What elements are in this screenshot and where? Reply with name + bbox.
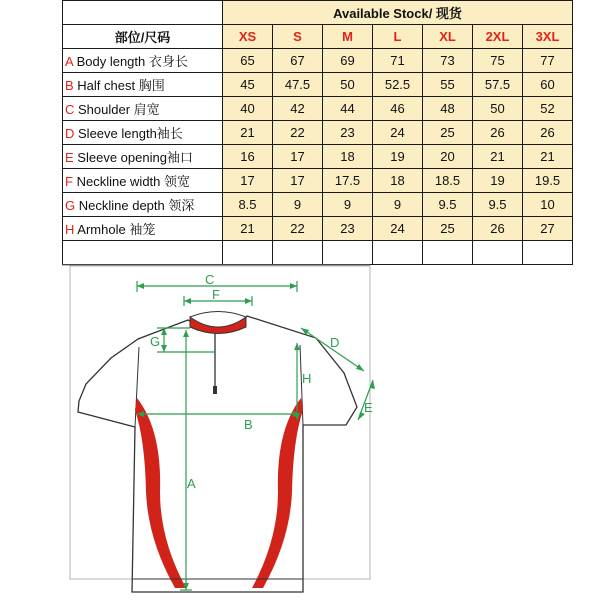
label-h: H xyxy=(302,371,312,386)
table-cell: 47.5 xyxy=(273,73,323,97)
table-cell: 19 xyxy=(473,169,523,193)
arrow-c-left-icon xyxy=(137,283,144,289)
table-cell: 46 xyxy=(373,97,423,121)
measurement-name: Armhole 袖笼 xyxy=(77,222,156,237)
part-size-header: 部位/尺码 xyxy=(63,25,223,49)
table-cell: 17.5 xyxy=(323,169,373,193)
label-d: D xyxy=(330,335,340,350)
label-e: E xyxy=(364,400,373,415)
table-cell: 26 xyxy=(473,121,523,145)
arrow-d-end-icon xyxy=(356,364,364,371)
table-cell: 77 xyxy=(523,49,573,73)
table-cell: 16 xyxy=(223,145,273,169)
table-cell: 24 xyxy=(373,121,423,145)
table-cell: 67 xyxy=(273,49,323,73)
size-header-xs: XS xyxy=(223,25,273,49)
label-c: C xyxy=(205,272,215,287)
table-cell: 23 xyxy=(323,217,373,241)
table-cell: 40 xyxy=(223,97,273,121)
stock-title: Available Stock/ 现货 xyxy=(223,1,573,25)
table-cell: 17 xyxy=(273,145,323,169)
size-header-3xl: 3XL xyxy=(523,25,573,49)
size-header-xl: XL xyxy=(423,25,473,49)
measurement-letter: D xyxy=(65,126,75,141)
table-cell: 20 xyxy=(423,145,473,169)
table-cell: 9 xyxy=(323,193,373,217)
table-cell: 21 xyxy=(473,145,523,169)
table-cell: 26 xyxy=(523,121,573,145)
size-header-l: L xyxy=(373,25,423,49)
measurement-name: Shoulder 肩宽 xyxy=(78,102,160,117)
measurement-name: Sleeve length袖长 xyxy=(78,126,183,141)
table-cell: 22 xyxy=(273,217,323,241)
measurement-letter: F xyxy=(65,174,73,189)
table-cell: 50 xyxy=(323,73,373,97)
measurement-letter: A xyxy=(65,54,73,69)
table-cell: 25 xyxy=(423,121,473,145)
table-cell: 17 xyxy=(223,169,273,193)
table-cell: 18 xyxy=(323,145,373,169)
table-cell: 19 xyxy=(373,145,423,169)
measurement-name: Neckline width 领宽 xyxy=(76,174,191,189)
table-cell: 60 xyxy=(523,73,573,97)
table-cell: 18 xyxy=(373,169,423,193)
size-header-m: M xyxy=(323,25,373,49)
table-cell: 52.5 xyxy=(373,73,423,97)
table-cell: 26 xyxy=(473,217,523,241)
measurement-letter: B xyxy=(65,78,74,93)
arrow-f-left-icon xyxy=(184,298,191,304)
table-cell: 44 xyxy=(323,97,373,121)
table-cell: 25 xyxy=(423,217,473,241)
arrow-f-right-icon xyxy=(245,298,252,304)
measurement-letter: G xyxy=(65,198,76,213)
table-cell: 9 xyxy=(373,193,423,217)
table-cell: 42 xyxy=(273,97,323,121)
measurement-letter: H xyxy=(65,222,75,237)
table-cell: 21 xyxy=(223,217,273,241)
table-cell: 9.5 xyxy=(473,193,523,217)
table-cell: 50 xyxy=(473,97,523,121)
table-cell: 73 xyxy=(423,49,473,73)
label-f: F xyxy=(212,287,220,302)
label-a: A xyxy=(187,476,196,491)
table-cell: 65 xyxy=(223,49,273,73)
table-cell: 10 xyxy=(523,193,573,217)
table-cell: 8.5 xyxy=(223,193,273,217)
table-cell: 22 xyxy=(273,121,323,145)
size-header-s: S xyxy=(273,25,323,49)
table-cell: 21 xyxy=(523,145,573,169)
table-cell: 21 xyxy=(223,121,273,145)
table-cell: 57.5 xyxy=(473,73,523,97)
table-cell: 48 xyxy=(423,97,473,121)
size-header-2xl: 2XL xyxy=(473,25,523,49)
table-cell: 19.5 xyxy=(523,169,573,193)
table-cell: 45 xyxy=(223,73,273,97)
label-g: G xyxy=(150,334,161,349)
table-cell: 23 xyxy=(323,121,373,145)
measurement-name: Sleeve opening袖口 xyxy=(77,150,193,165)
table-cell: 24 xyxy=(373,217,423,241)
arrow-c-right-icon xyxy=(290,283,297,289)
table-cell: 52 xyxy=(523,97,573,121)
table-cell: 55 xyxy=(423,73,473,97)
measurement-name: Neckline depth 领深 xyxy=(78,198,195,213)
table-cell: 18.5 xyxy=(423,169,473,193)
measurement-name: Half chest 胸围 xyxy=(77,78,165,93)
table-cell: 9 xyxy=(273,193,323,217)
table-cell: 9.5 xyxy=(423,193,473,217)
table-cell: 75 xyxy=(473,49,523,73)
table-cell: 69 xyxy=(323,49,373,73)
zipper-pull-icon xyxy=(213,386,217,394)
measurement-name: Body length 衣身长 xyxy=(76,54,188,69)
table-cell: 71 xyxy=(373,49,423,73)
collar-top-edge xyxy=(190,312,246,318)
label-b: B xyxy=(244,417,253,432)
table-cell: 27 xyxy=(523,217,573,241)
measurement-letter: E xyxy=(65,150,74,165)
table-cell: 17 xyxy=(273,169,323,193)
measurement-letter: C xyxy=(65,102,75,117)
shirt-outline xyxy=(78,316,357,592)
